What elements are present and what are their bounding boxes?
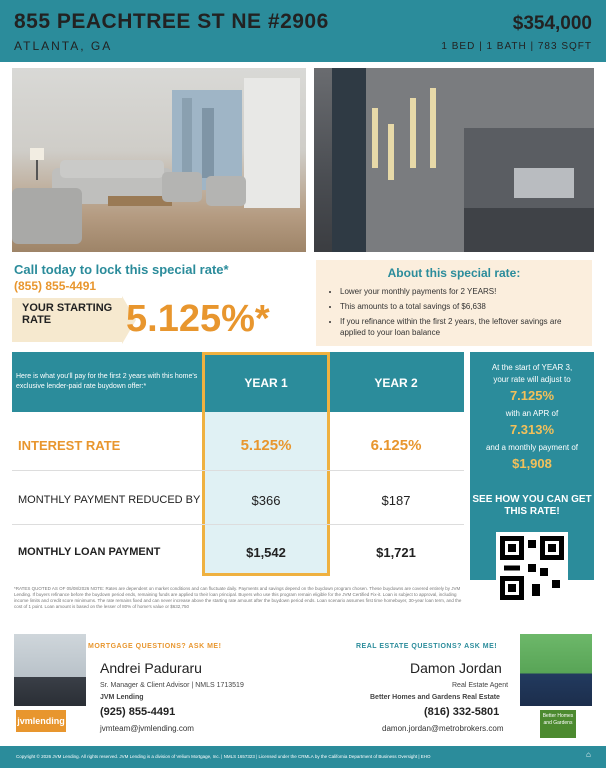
living-room-illustration	[12, 68, 306, 252]
qr-code-pattern	[500, 536, 564, 600]
real-estate-agent-company: Better Homes and Gardens Real Estate	[370, 694, 500, 701]
row-label-loan-payment: MONTHLY LOAN PAYMENT	[18, 546, 161, 558]
year3-payment: $1,908	[512, 456, 552, 471]
rate-table-intro: Here is what you'll pay for the first 2 years with this home's exclusive lender-paid rate buydown offer:*	[16, 373, 198, 390]
living-room-photo	[12, 68, 306, 252]
mortgage-agent-phone[interactable]: (925) 855-4491	[100, 706, 176, 718]
real-estate-question-heading: REAL ESTATE QUESTIONS? ASK ME!	[356, 643, 498, 650]
year3-line2: your rate will adjust to	[493, 375, 571, 384]
mortgage-question-heading: MORTGAGE QUESTIONS? ASK ME!	[88, 643, 222, 650]
listing-city: ATLANTA, GA	[14, 39, 113, 53]
listing-address: 855 PEACHTREE ST NE #2906	[14, 10, 329, 33]
listing-price: $354,000	[512, 13, 592, 34]
cell-y1-interest-rate: 5.125%	[240, 437, 292, 454]
equal-housing-icon: ⌂	[586, 750, 591, 759]
year3-line3: with an APR of	[505, 409, 559, 418]
about-rate-title: About this special rate:	[387, 266, 521, 280]
qr-code-icon[interactable]	[496, 532, 568, 604]
row-label-payment-reduced: MONTHLY PAYMENT REDUCED BY	[18, 494, 201, 506]
starting-rate-value: 5.125%*	[126, 298, 270, 340]
year3-rate: 7.125%	[509, 388, 555, 403]
see-rate-cta: SEE HOW YOU CAN GET THIS RATE!	[472, 494, 592, 517]
year3-panel	[470, 352, 594, 580]
real-estate-agent-name: Damon Jordan	[410, 660, 502, 676]
cell-y2-loan-payment: $1,721	[376, 545, 416, 560]
mortgage-agent-title: Sr. Manager & Client Advisor | NMLS 1713519	[100, 682, 244, 689]
real-estate-agent-title: Real Estate Agent	[452, 682, 509, 689]
jvm-lending-logo: jvmlending	[16, 710, 66, 732]
mortgage-agent-name: Andrei Paduraru	[100, 660, 202, 676]
bhg-real-estate-logo: Better Homes and Gardens	[540, 710, 576, 738]
mortgage-agent-company: JVM Lending	[100, 694, 144, 701]
cell-y1-payment-reduced: $366	[251, 493, 281, 508]
listing-specs: 1 BED | 1 BATH | 783 SQFT	[441, 41, 592, 52]
kitchen-illustration	[314, 68, 594, 252]
about-rate-list	[340, 286, 585, 342]
real-estate-agent-email[interactable]: damon.jordan@metrobrokers.com	[382, 724, 504, 733]
about-bullet: • Lower your monthly payments for 2 YEARS!	[340, 286, 585, 297]
footer-copyright: Copyright © 2026 JVM Lending. All rights reserved. JVM Lending is a division of Velium Mortgage, Inc. | NMLS 1657323 | Licensed under the CRMLA by the California Department of Business Oversight | EHO	[16, 754, 431, 759]
starting-rate-label: YOUR STARTING RATE	[22, 302, 113, 326]
year2-header: YEAR 2	[374, 376, 418, 390]
call-phone-number[interactable]: (855) 855-4491	[14, 279, 97, 293]
about-bullet: • If you refinance within the first 2 years, the leftover savings are applied to your loan balance	[340, 316, 585, 338]
year3-apr: 7.313%	[509, 422, 555, 437]
call-to-action-title: Call today to lock this special rate*	[14, 262, 229, 277]
avatar	[520, 634, 592, 706]
about-bullet: • This amounts to a total savings of $6,638	[340, 301, 585, 312]
cell-y2-interest-rate: 6.125%	[370, 437, 422, 454]
avatar	[14, 634, 86, 706]
kitchen-photo	[314, 68, 594, 252]
year3-line4: and a monthly payment of	[485, 443, 579, 452]
mortgage-agent-email[interactable]: jvmteam@jvmlending.com	[100, 724, 194, 733]
real-estate-agent-phone[interactable]: (816) 332-5801	[424, 706, 500, 718]
rate-disclaimer: *RATES QUOTED AS OF 05/08/2026 NOTE: Rates are dependent on market conditions and can fluctuate daily. Payments and savings depend on the buydown program chosen. These buydowns are covered entirely by JVM Lending. If buyers refinance before the buydown period ends, remaining funds are applied to their loan principal. Buyers who use this program remain eligible for the JVM Certified Fix-it. Loan is subject to approval, including income limits and credit score minimums. The rate remains fixed and can never increase above the starting rate amount after the buydown period ends. Loan scenario assumes first time homebuyer, 30-year loan term, and the cost of 1 point. Loan amount is based on the lesser of 80% of home's value or $632,750	[14, 586, 462, 609]
row-divider	[12, 524, 464, 525]
cell-y2-payment-reduced: $187	[381, 493, 411, 508]
row-divider	[12, 470, 464, 471]
year3-line1: At the start of YEAR 3,	[491, 363, 573, 372]
cell-y1-loan-payment: $1,542	[246, 545, 286, 560]
year1-header: YEAR 1	[244, 376, 288, 390]
row-label-interest-rate: INTEREST RATE	[18, 438, 121, 453]
